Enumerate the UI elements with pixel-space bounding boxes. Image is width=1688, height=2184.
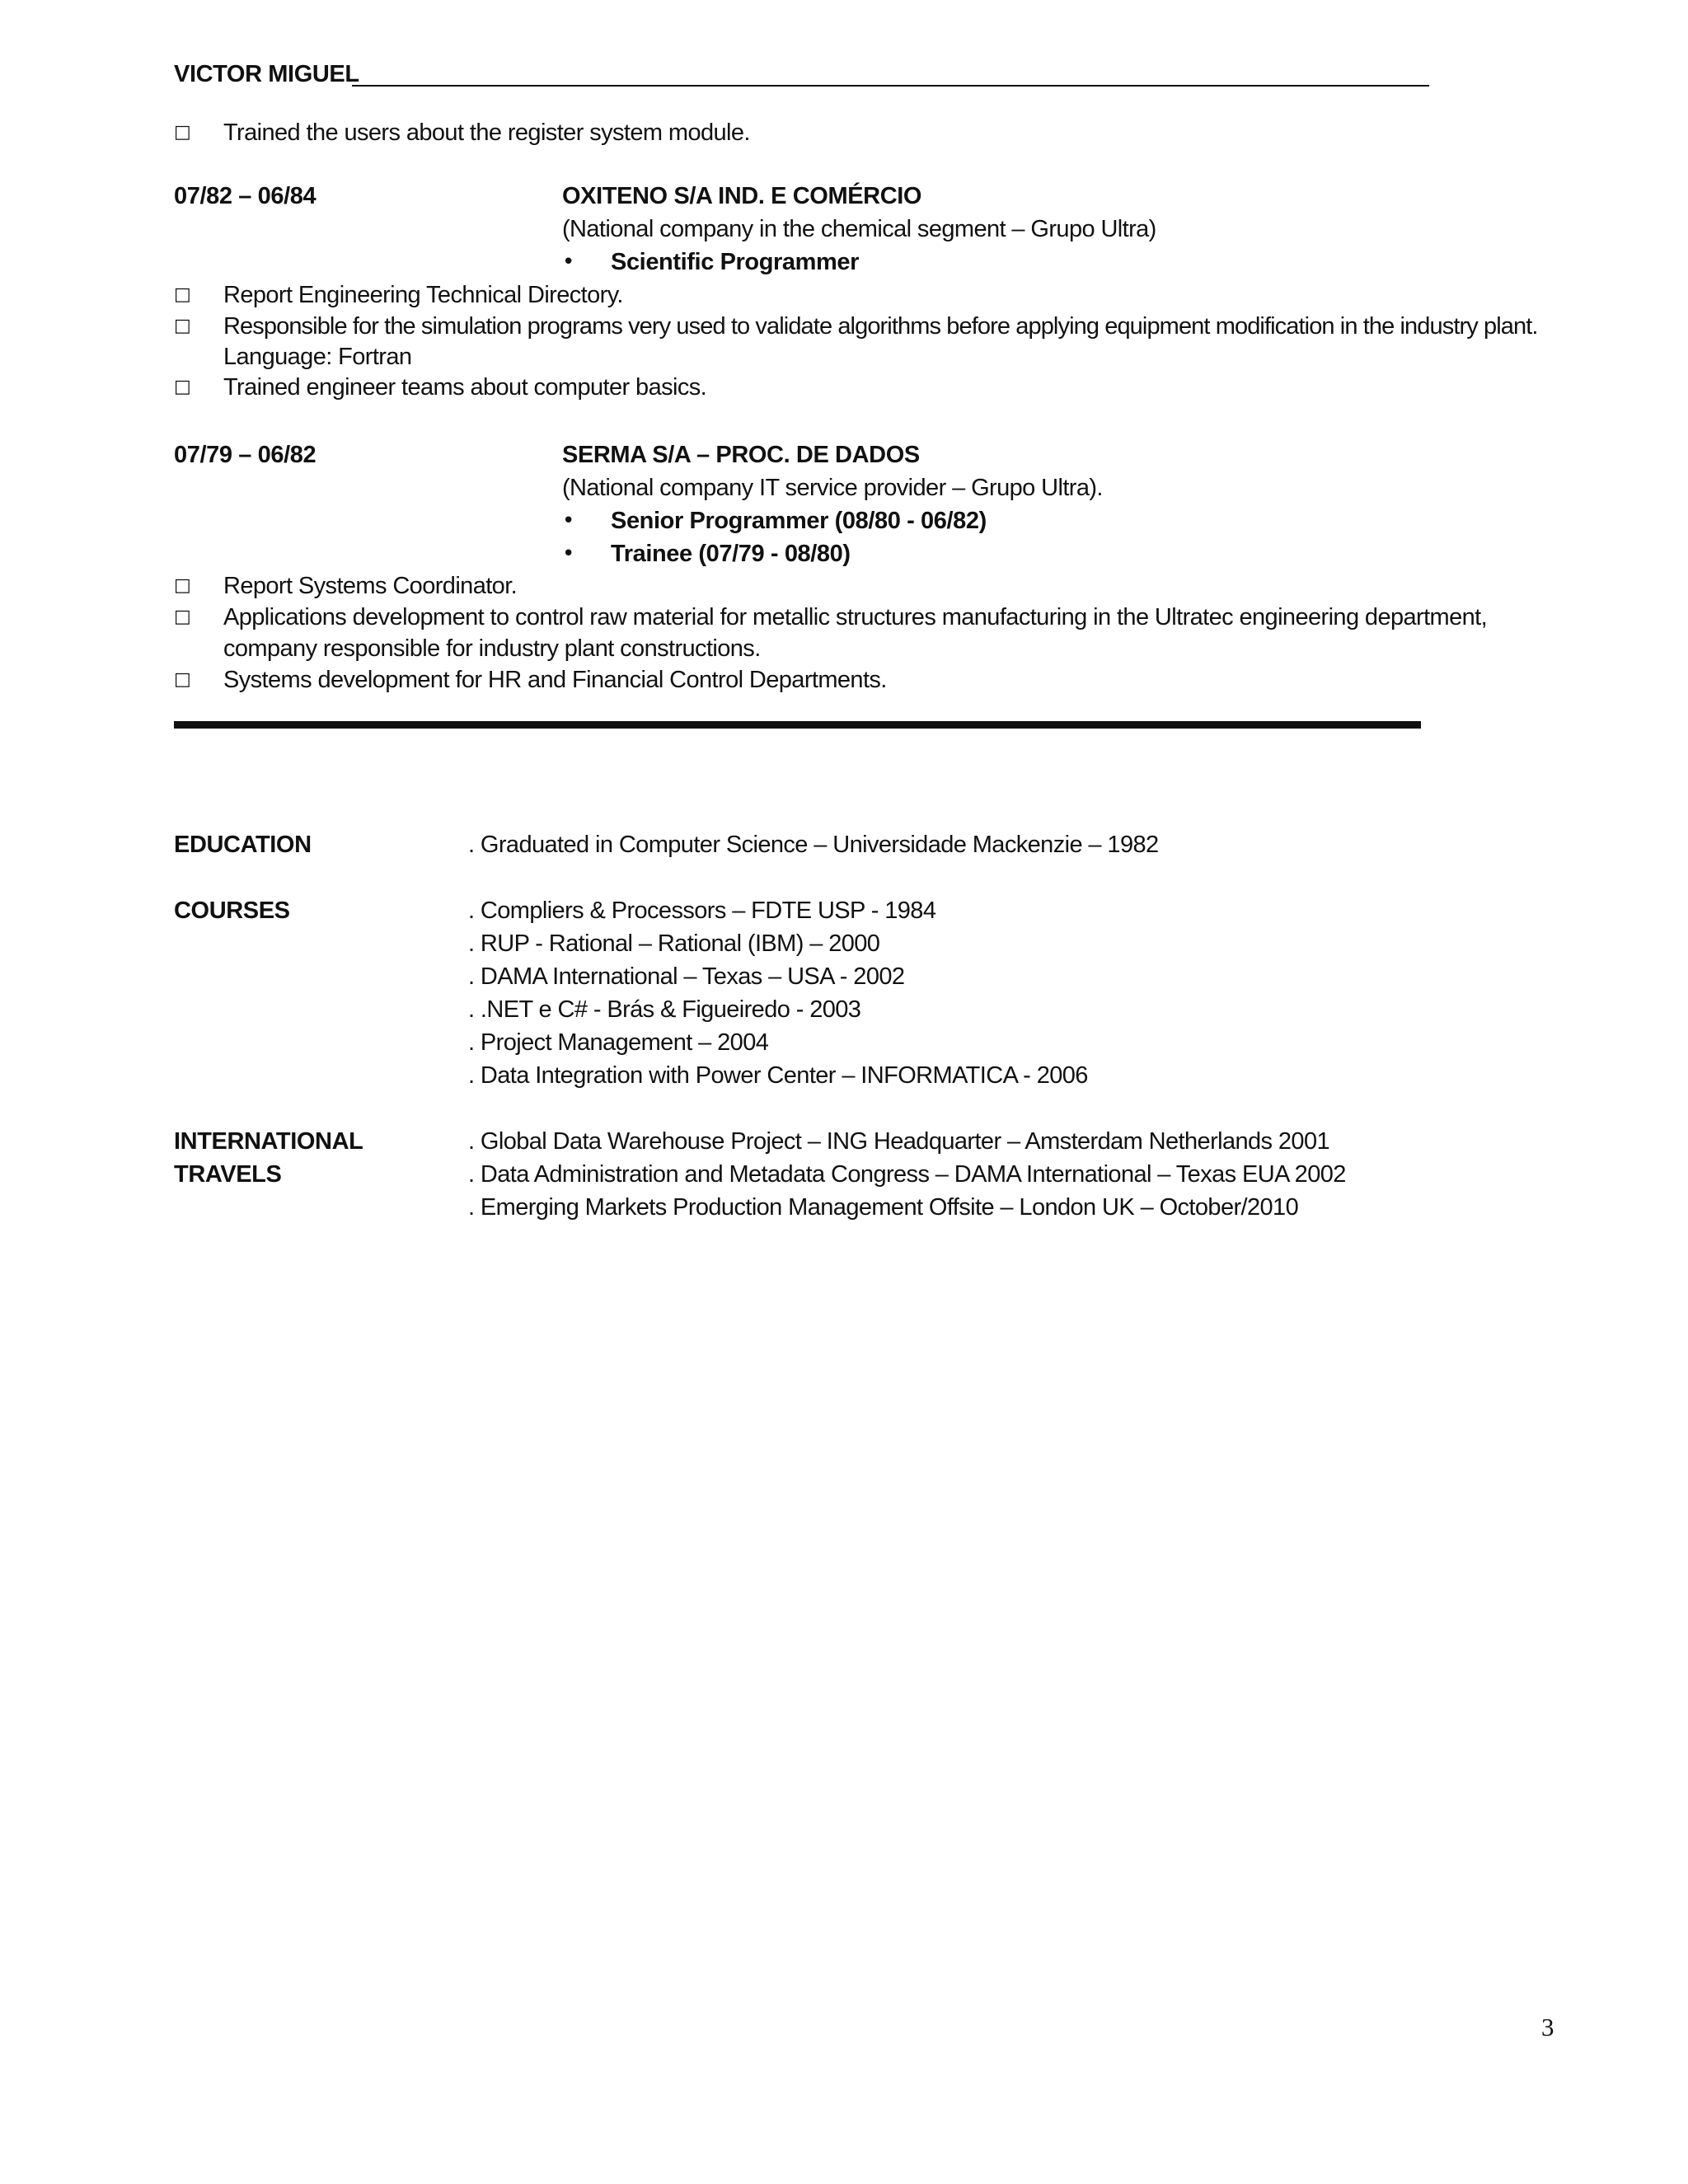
courses-label: COURSES: [174, 898, 290, 924]
role-marker: •: [562, 509, 575, 533]
bullet-text-continuation: Language: Fortran: [223, 344, 412, 370]
header-rule: [352, 85, 1429, 87]
section-divider: [174, 721, 1421, 729]
candidate-name: VICTOR MIGUEL: [174, 61, 359, 87]
travels-label: INTERNATIONAL: [174, 1128, 363, 1155]
bullet-text-continuation: company responsible for industry plant constructions.: [223, 635, 761, 662]
bullet-marker: □: [174, 607, 191, 627]
bullet-marker: □: [174, 284, 191, 305]
course-item: . Project Management – 2004: [468, 1029, 769, 1056]
job-company: SERMA S/A – PROC. DE DADOS: [562, 442, 920, 468]
course-item: . .NET e C# - Brás & Figueiredo - 2003: [468, 996, 861, 1023]
travel-item: . Emerging Markets Production Management Offsite – London UK – October/2010: [468, 1194, 1299, 1221]
bullet-marker: □: [174, 575, 191, 596]
bullet-text: Responsible for the simulation programs very used to validate algorithms before applying equipment modification in the industry plant.: [223, 313, 1538, 340]
bullet-marker: □: [174, 377, 191, 397]
bullet-marker: □: [174, 669, 191, 690]
page-number: 3: [1541, 2013, 1554, 2041]
bullet-text: Report Engineering Technical Directory.: [223, 282, 623, 308]
job-period: 07/79 – 06/82: [174, 442, 316, 468]
travel-item: . Data Administration and Metadata Congress – DAMA International – Texas EUA 2002: [468, 1161, 1346, 1188]
course-item: . RUP - Rational – Rational (IBM) – 2000: [468, 930, 880, 957]
bullet-text: Applications development to control raw material for metallic structures manufacturing in the Ultratec engineering department,: [223, 604, 1488, 630]
role-marker: •: [562, 250, 575, 274]
travels-label-line2: TRAVELS: [174, 1161, 282, 1188]
job-period: 07/82 – 06/84: [174, 183, 316, 209]
role-marker: •: [562, 541, 575, 566]
course-item: . Data Integration with Power Center – INFORMATICA - 2006: [468, 1062, 1088, 1089]
job-role: Senior Programmer (08/80 - 06/82): [611, 508, 987, 534]
job-role: Scientific Programmer: [611, 249, 860, 275]
job-company: OXITENO S/A IND. E COMÉRCIO: [562, 183, 922, 209]
course-item: . DAMA International – Texas – USA - 2002: [468, 963, 905, 990]
bullet-text: Systems development for HR and Financial Control Departments.: [223, 667, 887, 693]
job-description: (National company in the chemical segment – Grupo Ultra): [562, 216, 1156, 242]
bullet-text: Trained engineer teams about computer basics.: [223, 374, 707, 401]
education-item: . Graduated in Computer Science – Universidade Mackenzie – 1982: [468, 832, 1159, 858]
education-label: EDUCATION: [174, 832, 312, 858]
bullet-marker: □: [174, 316, 191, 336]
bullet-text: Report Systems Coordinator.: [223, 573, 518, 599]
travel-item: . Global Data Warehouse Project – ING Headquarter – Amsterdam Netherlands 2001: [468, 1128, 1330, 1155]
job-description: (National company IT service provider – Grupo Ultra).: [562, 475, 1103, 501]
job-role: Trainee (07/79 - 08/80): [611, 541, 851, 567]
bullet-text: Trained the users about the register system module.: [223, 120, 750, 146]
course-item: . Compliers & Processors – FDTE USP - 1984: [468, 898, 936, 924]
bullet-marker: □: [174, 122, 191, 143]
